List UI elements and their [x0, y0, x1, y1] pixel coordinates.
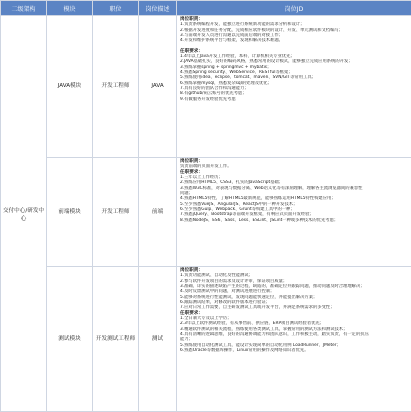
- duties-heading: 岗位职责：: [180, 159, 408, 164]
- requirement-line: 2.熟练应用HTML5、CSS3，扎实的JavaScript基础；: [180, 180, 408, 185]
- duty-line: 7.应对日常工作需要，自主研发测试工具或开发平台，并满足系统需求的多变性；: [180, 305, 408, 310]
- header-jd: 岗位JD: [177, 1, 411, 16]
- requirement-line: 6.至少熟悉Gulp、Webpack、Grunt等构建工具中的一种；: [180, 207, 408, 212]
- header-module: 模块: [47, 1, 93, 16]
- duty-line: 3.与前端开发人员进行沟通以完成前后端的对接工作；: [180, 33, 408, 38]
- table-row: [1, 16, 411, 158]
- requirement-line: 3.熟悉W3C标准，对表现与数据分离、Web语义化等有深刻理解，理解各主流浏览器间的兼容性: [180, 186, 408, 191]
- duty-line: 3.准确、详实的描述缺陷产生的过程，缺陷的，准确定位并跟踪问题，推动问题及时合理地解决；: [180, 284, 408, 289]
- jd-cell: [177, 158, 411, 267]
- requirement-line: 1.全日制大专及以上学历；: [180, 316, 408, 321]
- module-cell: 测试模块: [47, 267, 93, 412]
- duty-line: 1.负责系统编程开发，能独立进行系统新功能的需求分析和设计；: [180, 22, 408, 27]
- requirement-line: 5.至少熟悉VueJS、AngularJS、ReactJS中的一种开发技术；: [180, 202, 408, 207]
- jd-cell: [177, 267, 411, 412]
- table-row: [1, 158, 411, 267]
- header-row: [1, 1, 411, 16]
- requirement-line: 2.3年以上软件测试经验，有从事售前、供应链、ERP项目测试经验者优先；: [180, 321, 408, 326]
- duty-line: 2.参与软件开发项目的需求及设计评审，保证项目质量；: [180, 279, 408, 284]
- header-job-desc: 岗位描述: [139, 1, 177, 16]
- requirement-line: 7.熟悉jQuery、Bootstrap等前端开发框架，有响应式页面开发经验；: [180, 212, 408, 217]
- job-desc-cell: 测试: [139, 267, 177, 412]
- department-cell: 交付中心/研发中心: [1, 16, 47, 412]
- requirement-line: 6.熟练掌握mysql，熟悉复杂sql的处理及优化；: [180, 81, 408, 86]
- requirement-line: 问题；: [180, 191, 408, 196]
- requirements-heading: 任职要求：: [180, 49, 408, 54]
- requirement-line: 3.精通软件测试的相关流程，熟练使用各类测试工具，掌握常用的测试方法和测试技术；: [180, 327, 408, 332]
- duty-line: 4.及时反馈测试中的问题，对测试进展进行控制；: [180, 289, 408, 294]
- duty-line: 4.开发和维护系统平台与框架，发现和解决技术难题。: [180, 38, 408, 43]
- position-cell: 开发测试工程师: [93, 267, 139, 412]
- requirement-line: 1.三年以上工作经历；: [180, 175, 408, 180]
- requirement-line: 7.具有良好的团队合作和沟通能力；: [180, 86, 408, 91]
- requirement-line: 6.熟悉Oracle等数据库操作，Linux常用的操作及网络知识者优先。: [180, 348, 408, 353]
- requirement-line: 4.熟悉Spring security、WebService、RESTful等框架；: [180, 70, 408, 75]
- duty-line: 1.负责功能测试、自动化及性能测试；: [180, 273, 408, 278]
- requirements-heading: 任职要求：: [180, 170, 408, 175]
- position-cell: 开发工程师: [93, 158, 139, 267]
- table-row: [1, 267, 411, 412]
- header-position: 职位: [93, 1, 139, 16]
- duty-line: 2.根据开发进度和任务分配，完成相应软件模块的设计、开发、单元测试和文档编写；: [180, 28, 408, 33]
- duties-heading: 岗位职责：: [180, 268, 408, 273]
- job-desc-cell: 前端: [139, 158, 177, 267]
- requirement-line: 5.熟练使用自动化测试工具，能设计实现简单的自动化用例 LoadRunner、JMeter；: [180, 343, 408, 348]
- requirements-heading: 任职要求：: [180, 311, 408, 316]
- module-cell: 前端模块: [47, 158, 93, 267]
- duties-heading: 岗位职责：: [180, 17, 408, 22]
- requirement-line: 3.熟练掌握spring + springmvc + mybatis；: [180, 65, 408, 70]
- duty-line: 负责前端的页面开发工作。: [180, 164, 408, 169]
- jd-cell: [177, 16, 411, 158]
- module-cell: JAVA模块: [47, 16, 93, 158]
- requirement-line: 9.有微服务开发经验优先考虑: [180, 97, 408, 102]
- requirement-line: 4.熟悉HTML5特性，了解HTML5最新规范，能够熟练运用HTML5特性构建应用；: [180, 196, 408, 201]
- job-desc-cell: JAVA: [139, 16, 177, 158]
- requirement-line: 5.熟练使用idea、eclipse、tomcat、maven、SVN/GIT等常用工具；: [180, 75, 408, 80]
- duty-line: 5.能够对系统进行性能测试，发现问题能快速定位，并能提出解决方案；: [180, 295, 408, 300]
- header-dept: 二级架构: [1, 1, 47, 16]
- duty-line: 6.跟踪测试结果，对修改的软件版本进行验证；: [180, 300, 408, 305]
- requirement-line: 8.熟悉NodeJS、ES6、Sass、Less、ESLint、JSLint一种或多种技术的优先考虑；: [180, 218, 408, 223]
- requirement-line: 能力；: [180, 337, 408, 342]
- requirement-line: 8.有github/码云账号的优先考虑；: [180, 91, 408, 96]
- position-cell: 开发工程师: [93, 16, 139, 158]
- requirement-line: 1.4年以上Java开发工作经验，本科、计算机相关专业优先；: [180, 54, 408, 59]
- requirement-line: 4.具有清晰的逻辑思维，良好的沟通协调能力和团队意识，工作积极主动，踏实负责，有一定的抗压: [180, 332, 408, 337]
- requirement-line: 2.JAVA基础扎实，良好的编码风格，熟悉常用的设计模式，能够独立完成应用系统的开发；: [180, 59, 408, 64]
